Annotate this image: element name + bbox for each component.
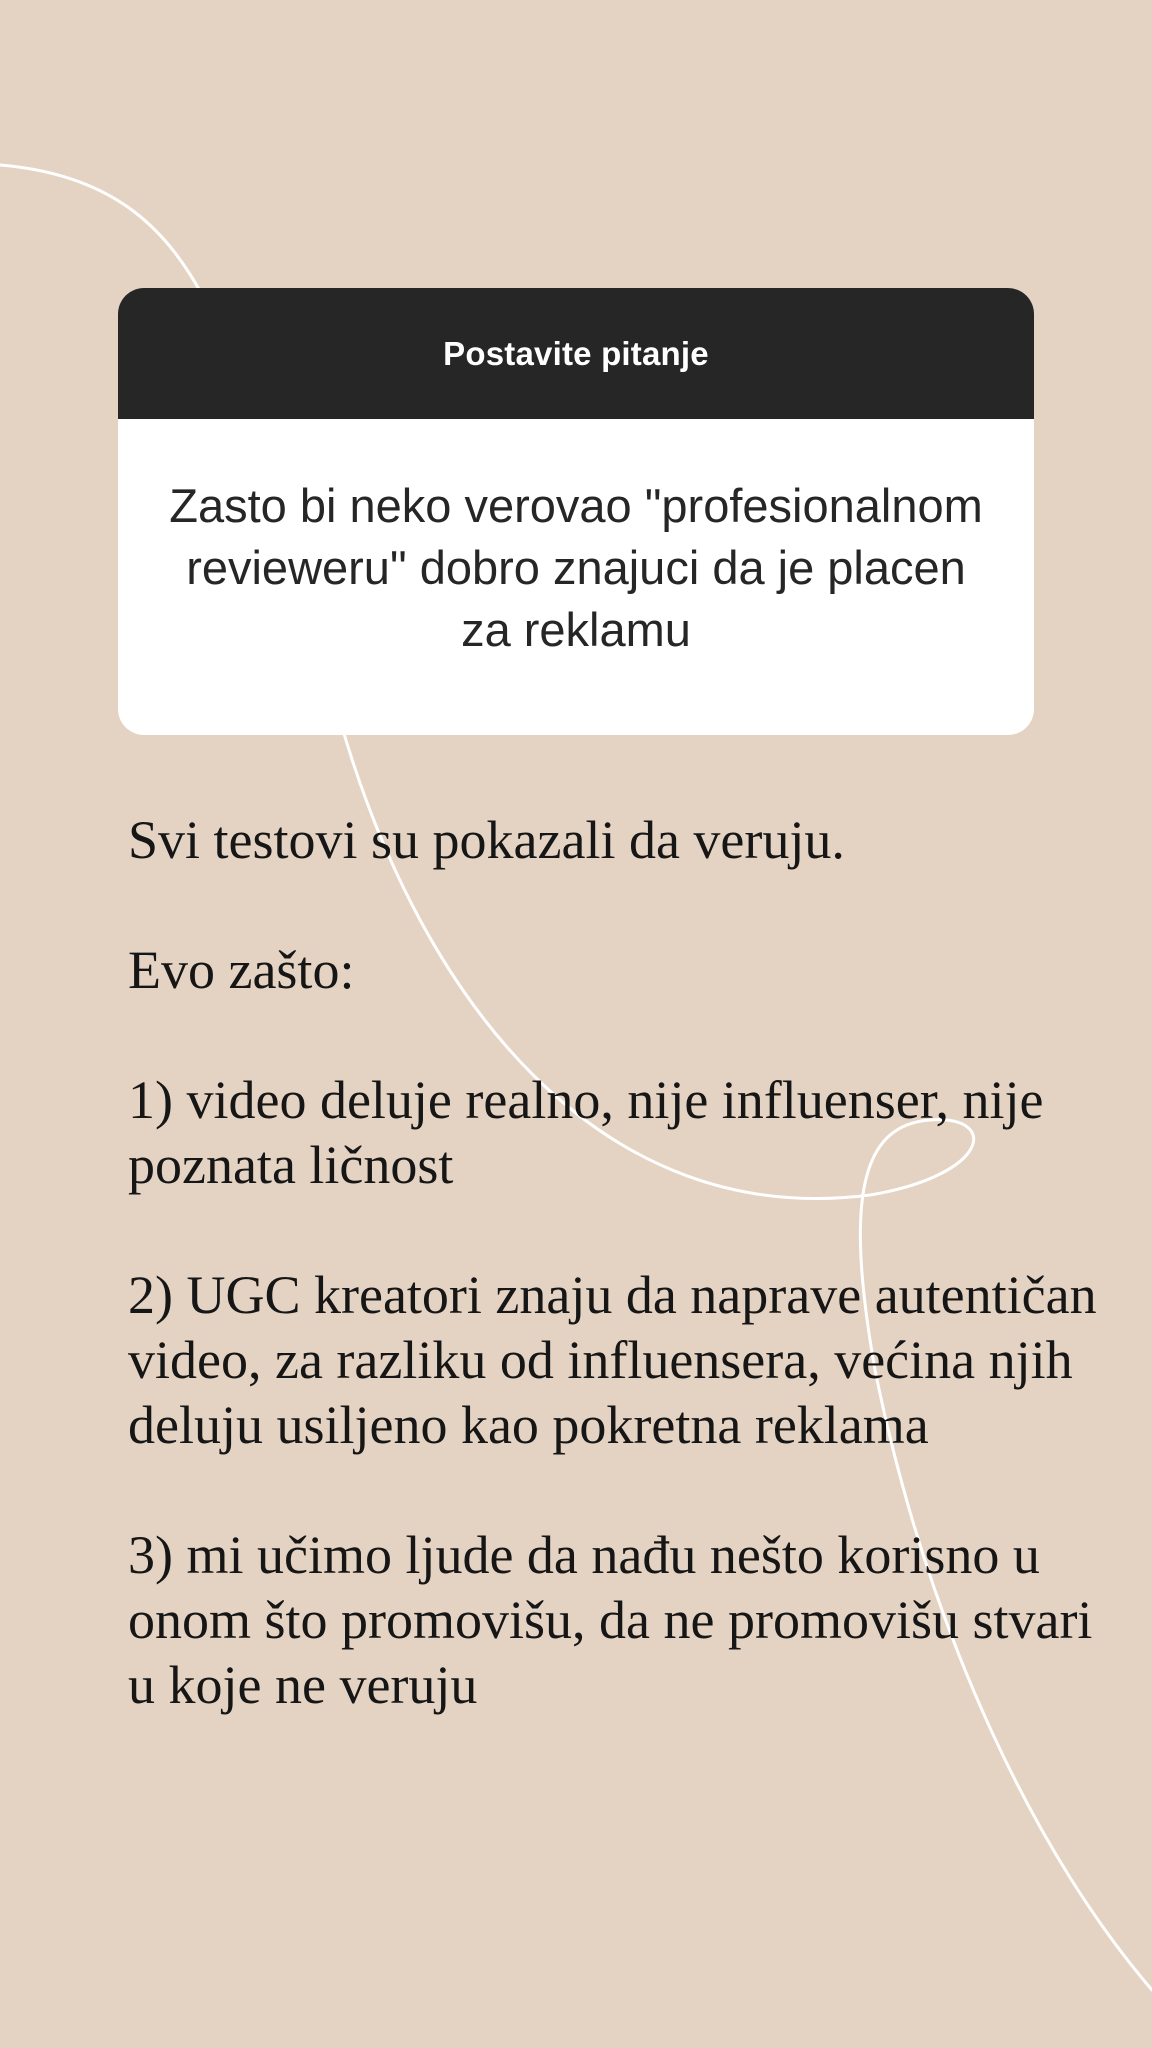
question-sticker[interactable] [118,288,1034,735]
answer-intro: Svi testovi su pokazali da veruju. [128,810,845,870]
answer-text-block [128,808,1108,1783]
question-sticker-header: Postavite pitanje [118,288,1034,419]
answer-lead: Evo zašto: [128,940,355,1000]
answer-point: 3) mi učimo ljude da nađu nešto korisno u onom što promovišu, da ne promovišu stvari u koje ne veruju [128,1525,1093,1715]
question-text: Zasto bi neko verovao "profesionalnom revieweru" dobro znajuci da je placen za reklamu [169,479,983,656]
answer-point: 2) UGC kreatori znaju da naprave autentičan video, za razliku od influensera, većina njih deluju usiljeno kao pokretna reklama [128,1265,1097,1455]
answer-point: 1) video deluje realno, nije influenser, nije poznata ličnost [128,1070,1044,1195]
